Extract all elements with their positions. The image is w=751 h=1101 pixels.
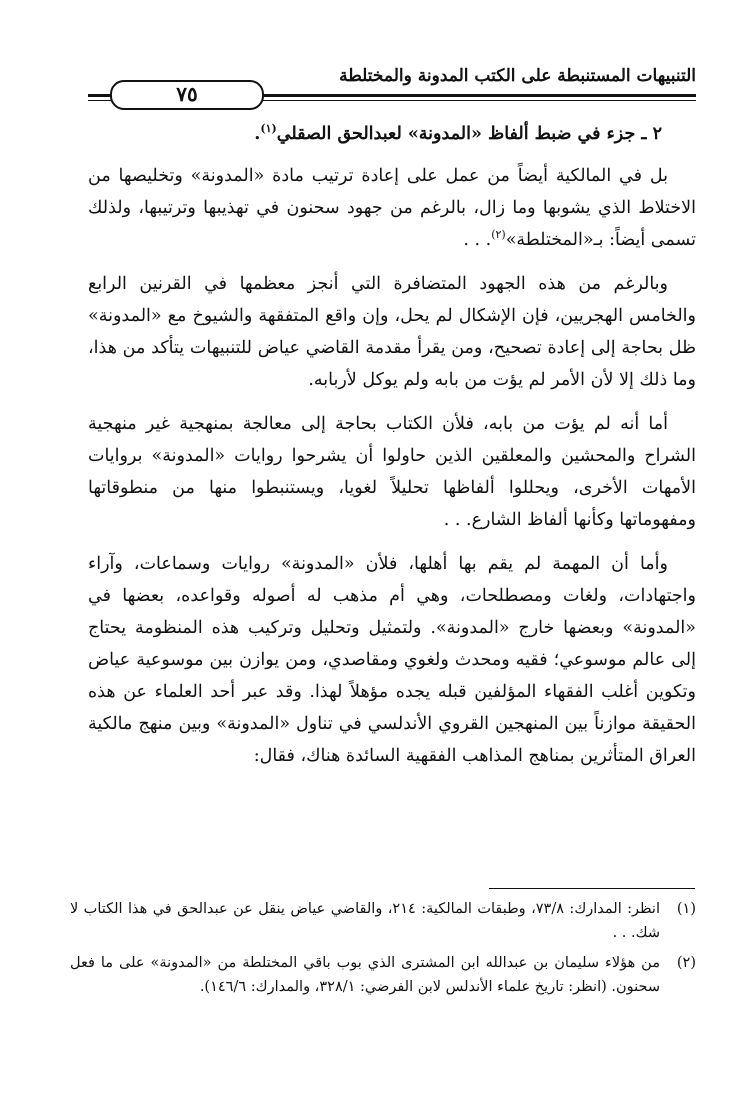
footnote-text: من هؤلاء سليمان بن عبدالله ابن المشترى الذي بوب باقي المختلطة من «المدونة» على ما فعل سحنون. (انظر: تاريخ علماء الأندلس لابن الفرضي: ٣٢٨/١، والمدارك: ١٤٦/٦).	[70, 955, 660, 995]
footnote-ref-2[interactable]: (٢)	[491, 228, 506, 242]
footnote-number: (١)	[676, 901, 696, 917]
footnote-separator	[489, 888, 695, 889]
footnote	[70, 897, 696, 945]
paragraph: وبالرغم من هذه الجهود المتضافرة التي أنجز معظمها في القرنين الرابع والخامس الهجريين، فإن الإشكال لم يحل، وإن واقع المتفقهة والشيوخ مع «المدونة» ظل بحاجة إلى إعادة تصحيح، ومن يقرأ مقدمة القاضي عياض للتنبيهات يتأكد من هذا، وما ذلك إلا لأن الأمر لم يؤت من بابه ولم يوكل لأربابه.	[88, 274, 696, 390]
paragraph: أما أنه لم يؤت من بابه، فلأن الكتاب بحاجة إلى معالجة بمنهجية غير منهجية الشراح والمحشين والمعلقين الذين حاولوا أن يشرحوا روايات «المدونة» بروايات الأمهات الأخرى، ويحللوا ألفاظها تحليلاً لغويا، ويستنبطوا منها من منطوقاتها ومفهوماتها وكأنها ألفاظ الشارع. . .	[88, 414, 696, 530]
item-heading-end: .	[254, 124, 261, 144]
paragraph-1-end: . . .	[463, 230, 492, 250]
footnote	[70, 951, 696, 999]
footnotes	[70, 897, 696, 1005]
main-text	[88, 118, 696, 784]
page-number: ٧٥	[110, 80, 264, 110]
paragraph-1-text: بل في المالكية أيضاً من عمل على إعادة ترتيب مادة «المدونة» وتخليصها من الاختلاط الذي يشوبها وما زال، بالرغم من جهود سحنون في تهذيبها وترتيبها، ولذلك تسمى أيضاً: بـ«المختلطة»	[88, 166, 696, 250]
footnote-number: (٢)	[676, 955, 696, 971]
running-title: التنبيهات المستنبطة على الكتب المدونة والمختلطة	[339, 66, 696, 86]
item-heading	[88, 118, 696, 150]
paragraph: وأما أن المهمة لم يقم بها أهلها، فلأن «المدونة» روايات وسماعات، وآراء واجتهادات، ولغات ومصطلحات، وهي أم مذهب له أصوله وقواعده، بعضها في «المدونة» وبعضها خارج «المدونة». ولتمثيل وتحليل وتركيب هذه المنظومة يحتاج إلى عالم موسوعي؛ فقيه ومحدث ولغوي ومقاصدي، ومن يوازن بين موسوعية عياض وتكوين أغلب الفقهاء المؤلفين قبله يجده مؤهلاً لهذا. وقد عبر أحد العلماء عن هذه الحقيقة موازناً بين المنهجين القروي الأندلسي في تناول «المدونة» وبين منهج مالكية العراق المتأثرين بمناهج المذاهب الفقهية السائدة هناك، فقال:	[88, 554, 697, 766]
footnote-ref-1[interactable]: (١)	[260, 122, 277, 136]
item-heading-text: ٢ ـ جزء في ضبط ألفاظ «المدونة» لعبدالحق الصقلي	[276, 124, 662, 144]
paragraph	[88, 160, 696, 256]
page-header	[88, 66, 696, 106]
footnote-text: انظر: المدارك: ٧٣/٨، وطبقات المالكية: ٢١٤، والقاضي عياض ينقل عن عبدالحق في هذا الكتاب لا شك. . .	[70, 901, 660, 941]
